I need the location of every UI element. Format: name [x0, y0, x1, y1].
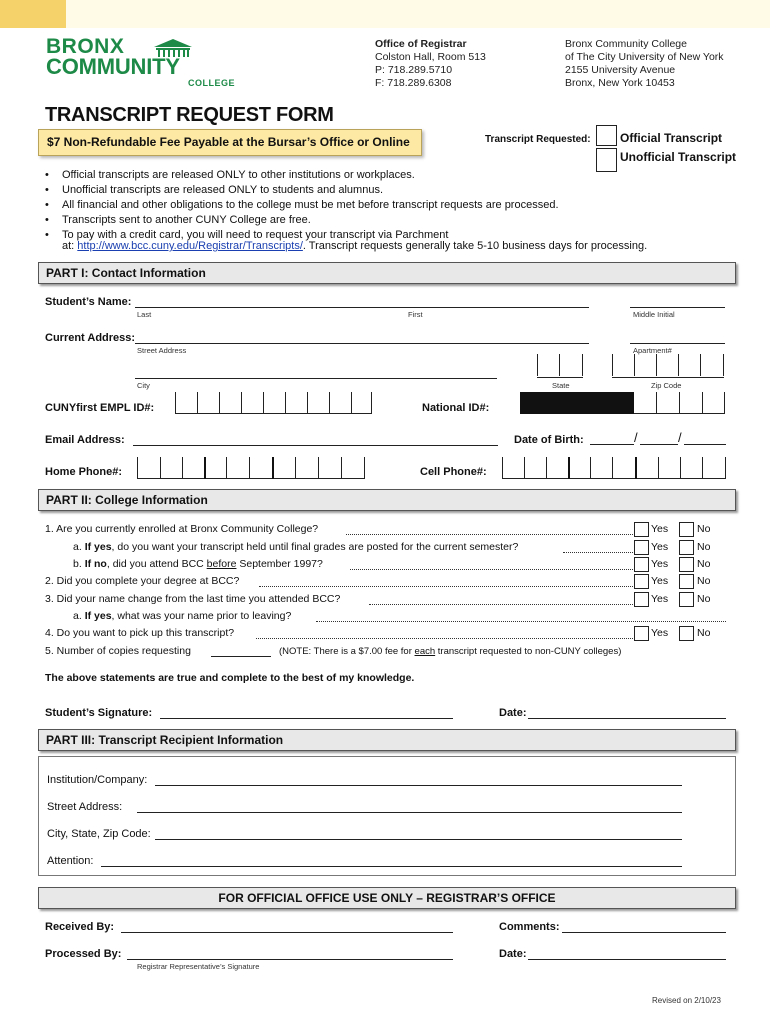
cell-divider — [679, 392, 680, 414]
parchment-line — [62, 240, 647, 252]
cell-divider — [197, 392, 198, 414]
logo-word-community: COMMUNITY — [46, 54, 180, 79]
cell-divider — [582, 354, 583, 376]
question-1b — [73, 558, 323, 570]
cell-divider — [182, 457, 183, 479]
q1-yes-checkbox[interactable] — [634, 522, 649, 537]
leader-dots — [259, 586, 633, 587]
certification-statement: The above statements are true and complete to the best of my knowledge. — [45, 672, 415, 684]
leader-dots — [369, 604, 633, 605]
recipient-street-label: Street Address: — [47, 801, 123, 813]
first-caption: First — [408, 310, 423, 319]
processed-by-line[interactable] — [127, 959, 453, 960]
no-label: No — [697, 575, 711, 587]
apartment-caption: Apartment# — [633, 346, 672, 355]
question-5: 5. Number of copies requesting — [45, 645, 191, 657]
signature-date-label: Date: — [499, 707, 527, 719]
leader-dots — [563, 552, 633, 553]
q1-no-checkbox[interactable] — [679, 522, 694, 537]
national-id-label: National ID#: — [422, 402, 490, 414]
cell-divider — [272, 457, 274, 479]
city-caption: City — [137, 381, 150, 390]
cell-divider — [341, 457, 342, 479]
home-phone-input[interactable] — [137, 457, 365, 479]
q4-no-checkbox[interactable] — [679, 626, 694, 641]
cell-divider — [219, 392, 220, 414]
middle-caption: Middle Initial — [633, 310, 675, 319]
cell-divider — [204, 457, 206, 479]
q1a-bold: If yes — [84, 541, 112, 553]
cell-divider — [702, 457, 703, 479]
received-by-line[interactable] — [121, 932, 453, 933]
no-label: No — [697, 593, 711, 605]
street-caption: Street Address — [137, 346, 187, 355]
fee-notice: $7 Non-Refundable Fee Payable at the Bursar’s Office or Online — [38, 129, 422, 156]
cell-divider — [612, 354, 613, 376]
cell-divider — [263, 392, 264, 414]
cell-divider — [658, 457, 659, 479]
q1b-rest: September 1997? — [236, 558, 323, 570]
q3a-prefix: a. — [73, 610, 85, 622]
copies-line[interactable] — [211, 656, 271, 657]
list-item: • To pay with a credit card, you will need to request your transcript via Parchment — [45, 228, 745, 243]
q1a-rest: , do you want your transcript held until final grades are posted for the current semester? — [111, 541, 519, 553]
state-caption: State — [552, 381, 570, 390]
q1a-prefix: a. — [73, 541, 85, 553]
question-4: 4. Do you want to pick up this transcript? — [45, 627, 235, 639]
college-city: Bronx, New York 10453 — [565, 77, 675, 89]
question-3a — [73, 610, 291, 622]
q1b-prefix: b. — [73, 558, 85, 570]
office-fax: F: 718.289.6308 — [375, 77, 452, 89]
list-item: • Unofficial transcripts are released ONLY to students and alumnus. — [45, 183, 745, 198]
cell-divider — [329, 392, 330, 414]
no-label: No — [697, 523, 711, 535]
top-banner-tab — [0, 0, 66, 28]
q3-no-checkbox[interactable] — [679, 592, 694, 607]
q3a-rest: , what was your name prior to leaving? — [111, 610, 292, 622]
office-contact — [375, 38, 486, 90]
transcript-requested-label: Transcript Requested: — [485, 134, 591, 145]
student-signature-line[interactable] — [160, 718, 453, 719]
zip-caption: Zip Code — [651, 381, 682, 390]
received-by-label: Received By: — [45, 921, 115, 933]
yes-label: Yes — [651, 627, 669, 639]
cell-divider — [364, 457, 365, 479]
dob-month-line — [590, 444, 634, 445]
q3-yes-checkbox[interactable] — [634, 592, 649, 607]
q1b-yes-checkbox[interactable] — [634, 557, 649, 572]
unofficial-transcript-label: Unofficial Transcript — [620, 150, 737, 164]
cell-divider — [656, 392, 657, 414]
cell-divider — [559, 354, 560, 376]
leader-dots — [256, 638, 633, 639]
cell-divider — [635, 457, 637, 479]
no-label: No — [697, 627, 711, 639]
dob-day-line — [640, 444, 678, 445]
cell-divider — [318, 457, 319, 479]
dob-input[interactable] — [590, 432, 726, 446]
middle-initial-line[interactable] — [630, 307, 725, 308]
q1a-no-checkbox[interactable] — [679, 540, 694, 555]
rep-signature-caption: Registrar Representative’s Signature — [137, 962, 260, 971]
cell-divider — [285, 392, 286, 414]
yes-label: Yes — [651, 575, 669, 587]
cell-divider — [537, 354, 538, 376]
fee-note-prefix: (NOTE: There is a $7.00 fee for — [279, 646, 415, 657]
street-address-line[interactable] — [135, 343, 589, 344]
cell-divider — [160, 457, 161, 479]
cell-divider — [546, 457, 547, 479]
student-name-line[interactable] — [135, 307, 589, 308]
office-phone: P: 718.289.5710 — [375, 64, 453, 76]
cell-divider — [371, 392, 372, 414]
office-location: Colston Hall, Room 513 — [375, 51, 486, 63]
college-address — [565, 38, 724, 90]
city-line[interactable] — [135, 378, 497, 379]
office-date-line[interactable] — [528, 959, 726, 960]
recipient-city-label: City, State, Zip Code: — [47, 828, 151, 840]
cell-divider — [723, 354, 724, 376]
current-address-label: Current Address: — [45, 332, 136, 344]
state-input[interactable] — [537, 354, 583, 378]
q3a-bold: If yes — [84, 610, 112, 622]
parchment-prefix: at: — [62, 240, 78, 252]
dob-slash: / — [634, 430, 638, 445]
question-3: 3. Did your name change from the last time you attended BCC? — [45, 593, 341, 605]
no-label: No — [697, 541, 711, 553]
cell-divider — [502, 457, 503, 479]
cell-divider — [568, 457, 570, 479]
q4-yes-checkbox[interactable] — [634, 626, 649, 641]
cell-divider — [680, 457, 681, 479]
top-banner — [0, 0, 770, 28]
yes-label: Yes — [651, 541, 669, 553]
office-date-label: Date: — [499, 948, 527, 960]
cell-phone-input[interactable] — [502, 457, 726, 479]
official-transcript-label: Official Transcript — [620, 131, 723, 145]
comments-line[interactable] — [562, 932, 726, 933]
cell-divider — [137, 457, 138, 479]
office-use-header: FOR OFFICIAL OFFICE USE ONLY – REGISTRAR’S OFFICE — [38, 887, 736, 909]
cell-phone-label: Cell Phone#: — [420, 466, 487, 478]
q2-no-checkbox[interactable] — [679, 574, 694, 589]
part1-header: PART I: Contact Information — [38, 262, 736, 284]
prior-name-line[interactable] — [316, 621, 726, 622]
form-title: TRANSCRIPT REQUEST FORM — [45, 104, 334, 126]
college-system: of The City University of New York — [565, 51, 724, 63]
fee-note-underlined: each — [414, 646, 436, 657]
zip-input[interactable] — [612, 354, 724, 378]
empl-id-label: CUNYfirst EMPL ID#: — [45, 402, 155, 414]
email-line[interactable] — [133, 445, 498, 446]
list-item: • All financial and other obligations to the college must be met before transcript requests are processed. — [45, 198, 745, 213]
cell-divider — [524, 457, 525, 479]
home-phone-label: Home Phone#: — [45, 466, 123, 478]
yes-label: Yes — [651, 593, 669, 605]
last-caption: Last — [137, 310, 152, 319]
part2-header: PART II: College Information — [38, 489, 736, 511]
processed-by-label: Processed By: — [45, 948, 122, 960]
leader-dots — [346, 534, 633, 535]
fee-note-suffix: transcript requested to non-CUNY colleges) — [435, 646, 622, 657]
parchment-suffix: . Transcript requests generally take 5-10 business days for processing. — [302, 240, 648, 252]
apartment-line[interactable] — [630, 343, 725, 344]
dob-label: Date of Birth: — [514, 434, 584, 446]
cell-divider — [249, 457, 250, 479]
yes-label: Yes — [651, 558, 669, 570]
list-item: • Transcripts sent to another CUNY College are free. — [45, 213, 745, 228]
leader-dots — [350, 569, 633, 570]
institution-label: Institution/Company: — [47, 774, 148, 786]
cell-divider — [241, 392, 242, 414]
recipient-city-line[interactable] — [155, 839, 682, 840]
dob-year-line — [684, 444, 726, 445]
signature-date-line[interactable] — [528, 718, 726, 719]
cell-divider — [226, 457, 227, 479]
q2-yes-checkbox[interactable] — [634, 574, 649, 589]
institution-line[interactable] — [155, 785, 682, 786]
cell-divider — [175, 392, 176, 414]
cell-divider — [590, 457, 591, 479]
official-transcript-checkbox[interactable] — [596, 125, 617, 146]
cell-divider — [295, 457, 296, 479]
question-1a — [73, 541, 518, 553]
parchment-link[interactable]: http://www.bcc.cuny.edu/Registrar/Transcripts/ — [77, 240, 303, 252]
email-label: Email Address: — [45, 434, 125, 446]
policy-list — [45, 168, 745, 243]
national-id-redacted — [520, 392, 634, 414]
college-street: 2155 University Avenue — [565, 64, 676, 76]
revision-date: Revised on 2/10/23 — [652, 996, 721, 1005]
student-name-label: Student’s Name: — [45, 296, 132, 308]
q1b-no-checkbox[interactable] — [679, 557, 694, 572]
question-2: 2. Did you complete your degree at BCC? — [45, 575, 240, 587]
attention-line[interactable] — [101, 866, 682, 867]
cell-divider — [724, 392, 725, 414]
list-item: • Official transcripts are released ONLY to other institutions or workplaces. — [45, 168, 745, 183]
q1a-yes-checkbox[interactable] — [634, 540, 649, 555]
cell-divider — [725, 457, 726, 479]
cell-divider — [612, 457, 613, 479]
cell-divider — [634, 354, 635, 376]
dob-slash: / — [678, 430, 682, 445]
question-1: 1. Are you currently enrolled at Bronx Community College? — [45, 523, 319, 535]
cell-divider — [307, 392, 308, 414]
logo-word-college: COLLEGE — [188, 78, 236, 88]
recipient-street-line[interactable] — [137, 812, 682, 813]
student-signature-label: Student’s Signature: — [45, 707, 153, 719]
cell-divider — [700, 354, 701, 376]
attention-label: Attention: — [47, 855, 94, 867]
national-id-input[interactable] — [634, 392, 725, 414]
comments-label: Comments: — [499, 921, 560, 933]
yes-label: Yes — [651, 523, 669, 535]
no-label: No — [697, 558, 711, 570]
college-name: Bronx Community College — [565, 38, 687, 50]
empl-id-input[interactable] — [175, 392, 372, 414]
cell-divider — [351, 392, 352, 414]
office-title: Office of Registrar — [375, 38, 467, 50]
logo-word-bronx: BRONX — [46, 35, 125, 58]
part3-header: PART III: Transcript Recipient Information — [38, 729, 736, 751]
fee-note — [279, 646, 621, 657]
college-logo — [46, 36, 236, 90]
cell-divider — [702, 392, 703, 414]
cell-divider — [656, 354, 657, 376]
q1b-mid: , did you attend BCC — [106, 558, 207, 570]
cell-divider — [678, 354, 679, 376]
q1b-underlined: before — [206, 558, 237, 570]
q1b-bold: If no — [84, 558, 107, 570]
